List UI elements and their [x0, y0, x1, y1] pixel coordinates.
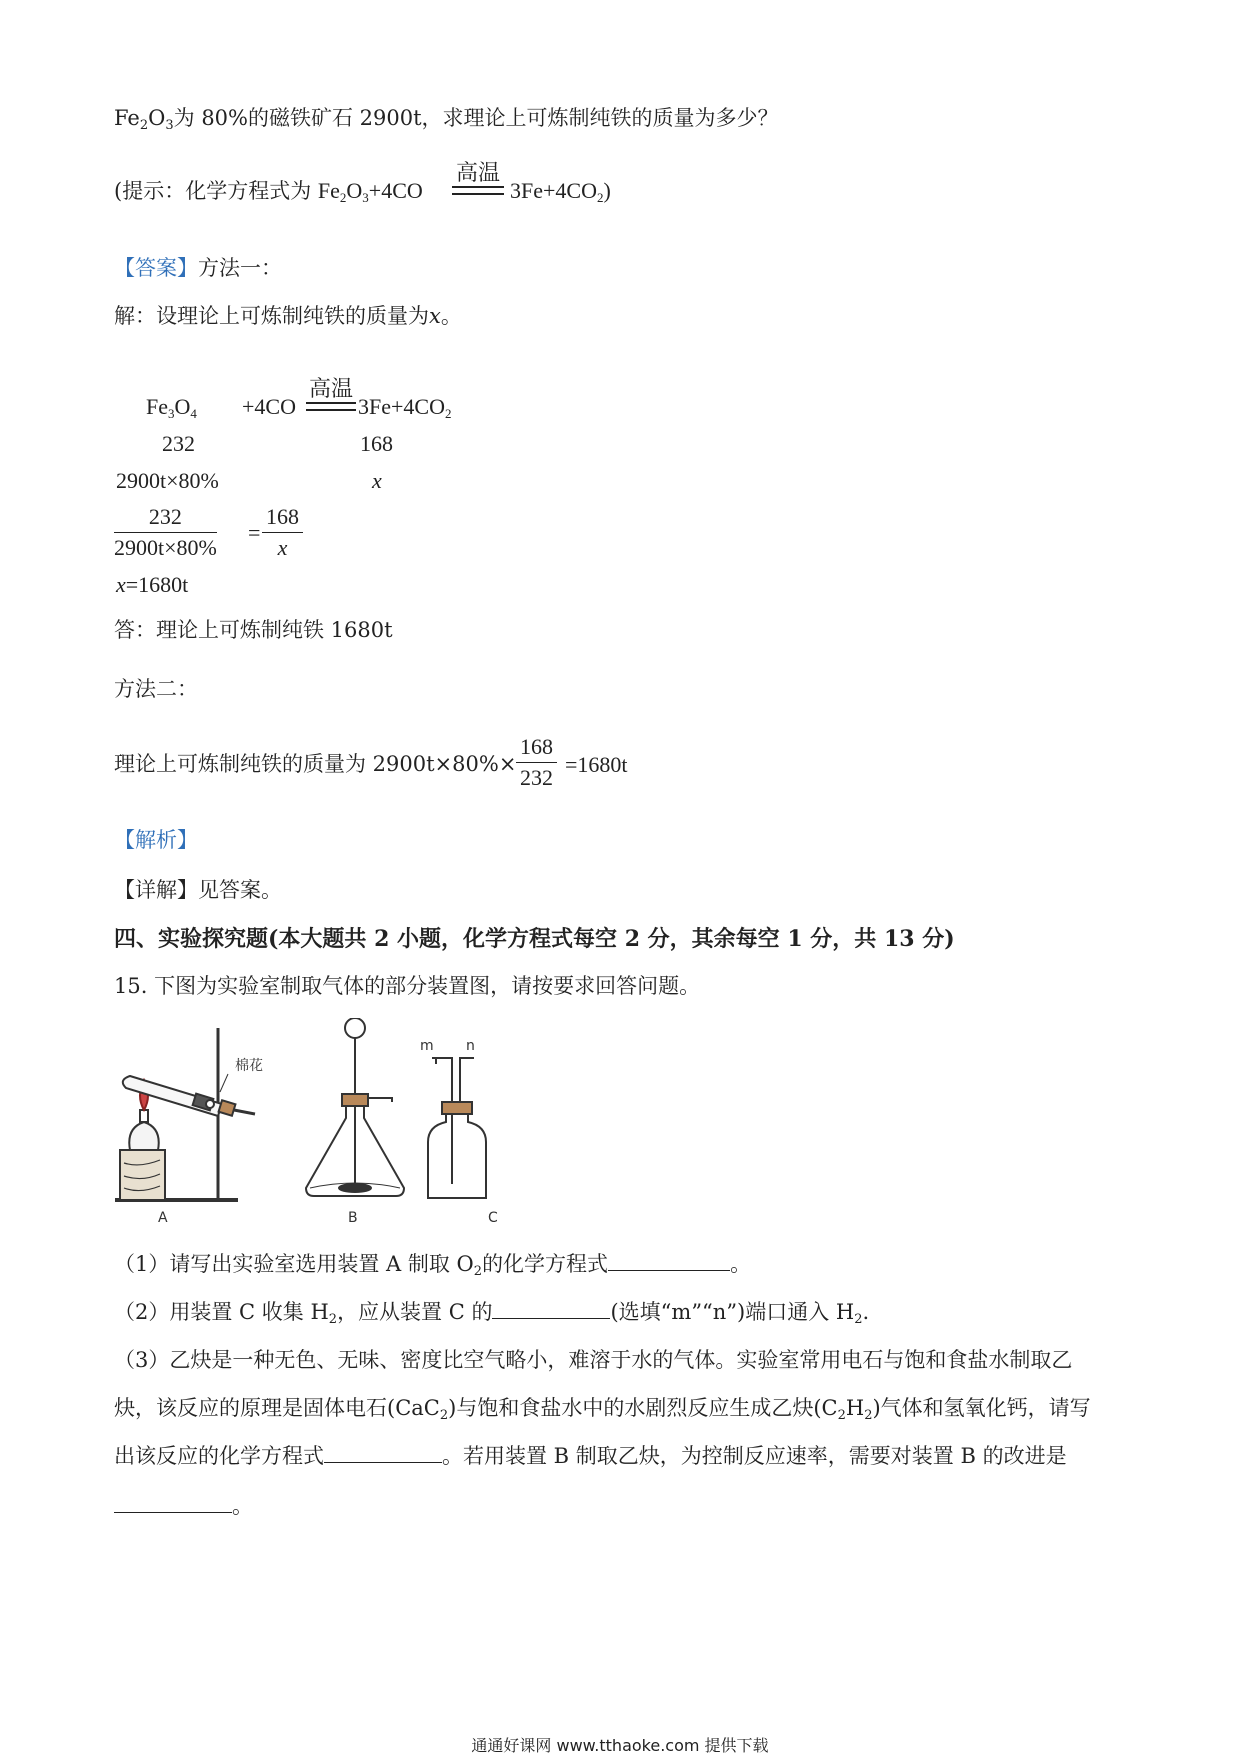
label-m: m — [420, 1038, 434, 1054]
method2-text: 理论上可炼制纯铁的质量为 2900t×80%× — [114, 752, 517, 776]
given-mass: 2900t×80% — [116, 468, 219, 493]
footer-watermark: 通通好课网 www.tthaoke.com 提供下载 — [471, 1736, 769, 1755]
ratio-equals: = — [248, 520, 261, 545]
ratio-fraction-right: $\frac{168}{x}$ — [262, 504, 303, 561]
reaction-double-line — [306, 402, 356, 411]
q15-part3-line4: 。 — [114, 1494, 253, 1519]
label-n: n — [466, 1038, 475, 1054]
label-c: C — [488, 1210, 498, 1226]
answer-heading: 【答案】方法一： — [114, 256, 282, 280]
q15-intro: 15. 下图为实验室制取气体的部分装置图，请按要求回答问题。 — [114, 974, 701, 998]
section-heading: 四、实验探究题(本大题共 2 小题，化学方程式每空 2 分，其余每空 1 分，共 13 分) — [114, 926, 955, 952]
hint-products: $3Fe+4CO_2$) — [510, 178, 611, 205]
q15-part3-line3: 出该反应的化学方程式 。若用装置 B 制取乙炔，为控制反应速率，需要对装置 B 的改进是 — [114, 1444, 1067, 1468]
method2-result: =1680t — [565, 752, 628, 777]
analysis-tag: 【解析】 — [114, 828, 198, 852]
hint-condition: 高温 — [455, 161, 500, 186]
ratio-fraction-left: $\frac{232}{2900t\times 80\%}$ — [114, 504, 217, 560]
reactant-formula: $Fe_3O_4$ — [146, 394, 197, 421]
apparatus-a — [115, 1028, 255, 1200]
answer-blank-2[interactable] — [492, 1318, 610, 1319]
method2-fraction: $\frac{168}{232}$ — [516, 734, 557, 791]
question-text: $Fe_2O_3$为 80%的磁铁矿石 2900t，求理论上可炼制纯铁的质量为多少？ — [114, 106, 779, 133]
hint-line: (提示：化学方程式为 $Fe_2O_3+4CO$ — [114, 178, 423, 205]
hint-double-line — [452, 186, 504, 195]
product-formula: $3Fe+4CO_2$ — [358, 394, 452, 421]
apparatus-c — [428, 1058, 486, 1198]
reaction-condition: 高温 — [308, 377, 353, 402]
answer-blank-1[interactable] — [608, 1270, 730, 1271]
answer-blank-4[interactable] — [114, 1512, 232, 1513]
apparatus-b — [306, 1018, 404, 1196]
q15-part3-line2: 炔，该反应的原理是固体电石(CaC$_2$)与饱和食盐水中的水剧烈反应生成乙炔$(C_2H_2)$气体和氢氧化钙，请写 — [114, 1396, 1091, 1423]
apparatus-figure — [110, 1018, 550, 1228]
answer-blank-3[interactable] — [324, 1462, 442, 1463]
unknown-var: x — [372, 468, 382, 493]
label-cotton: 棉花 — [235, 1058, 263, 1074]
hint-equation: $Fe_2O_3+4CO$ — [317, 178, 423, 205]
q15-part2: （2）用装置 C 收集 $H_2$，应从装置 C 的 (选填“m”“n”)端口通入 $H_2$. — [114, 1300, 870, 1327]
q15-part1: （1）请写出实验室选用装置 A 制取 $O_2$的化学方程式 。 — [114, 1252, 752, 1279]
conclusion: 答：理论上可炼制纯铁 1680t — [114, 618, 393, 642]
reactant-co: +4CO — [242, 394, 296, 419]
solve-line: 解：设理论上可炼制纯铁的质量为x。 — [114, 304, 462, 328]
label-b: B — [348, 1210, 358, 1226]
molar-mass-fe3o4: 232 — [162, 431, 195, 456]
q15-part3-line1: （3）乙炔是一种无色、无味、密度比空气略小，难溶于水的气体。实验室常用电石与饱和食盐水制取乙 — [114, 1348, 1073, 1372]
method2-heading: 方法二： — [114, 677, 198, 701]
detail-line: 【详解】见答案。 — [114, 878, 282, 902]
molar-mass-fe: 168 — [360, 431, 393, 456]
label-a: A — [158, 1210, 168, 1226]
result-line: x=1680t — [116, 572, 189, 597]
